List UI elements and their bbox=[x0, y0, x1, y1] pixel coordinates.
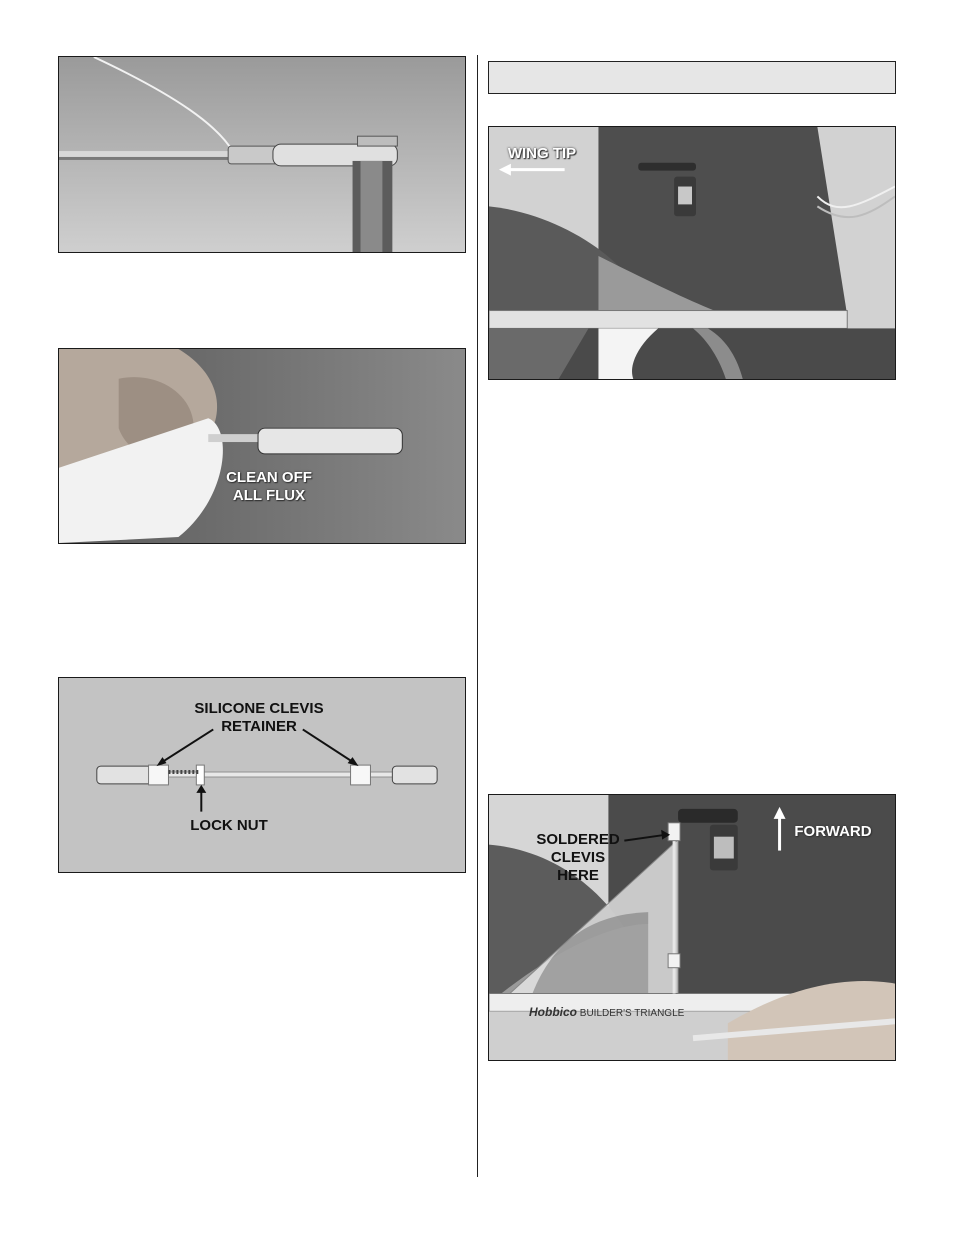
label-forward: FORWARD bbox=[794, 823, 872, 840]
label-wing-tip: WING TIP bbox=[507, 145, 577, 162]
ruler-label bbox=[529, 1005, 684, 1019]
caption-line-2: ALL FLUX bbox=[232, 487, 306, 504]
caption-line-1: CLEAN OFF bbox=[226, 469, 312, 486]
photo-pushrod-assembly bbox=[58, 677, 466, 873]
callout-line-2: RETAINER bbox=[221, 718, 297, 735]
callout-lock-nut: LOCK NUT bbox=[190, 817, 268, 834]
callout-silicone-retainer bbox=[179, 700, 339, 736]
section-heading-bar bbox=[488, 61, 896, 94]
ruler-brand: Hobbico bbox=[529, 1005, 577, 1019]
photo-pushrod-alignment bbox=[488, 794, 896, 1061]
callout-soldered-clevis bbox=[533, 831, 623, 885]
caption-clean-flux bbox=[209, 469, 329, 505]
ruler-text: BUILDER'S TRIANGLE bbox=[579, 1008, 685, 1019]
photo-servo-on-wing bbox=[488, 126, 896, 380]
callout-line-1: SILICONE CLEVIS bbox=[194, 700, 324, 717]
callout-line-2: CLEVIS bbox=[550, 849, 606, 866]
callout-line-3: HERE bbox=[557, 867, 599, 884]
photo-clean-flux bbox=[58, 348, 466, 544]
callout-line-1: SOLDERED bbox=[536, 831, 620, 848]
photo-clevis-soldering bbox=[58, 56, 466, 253]
column-divider bbox=[477, 55, 478, 1177]
